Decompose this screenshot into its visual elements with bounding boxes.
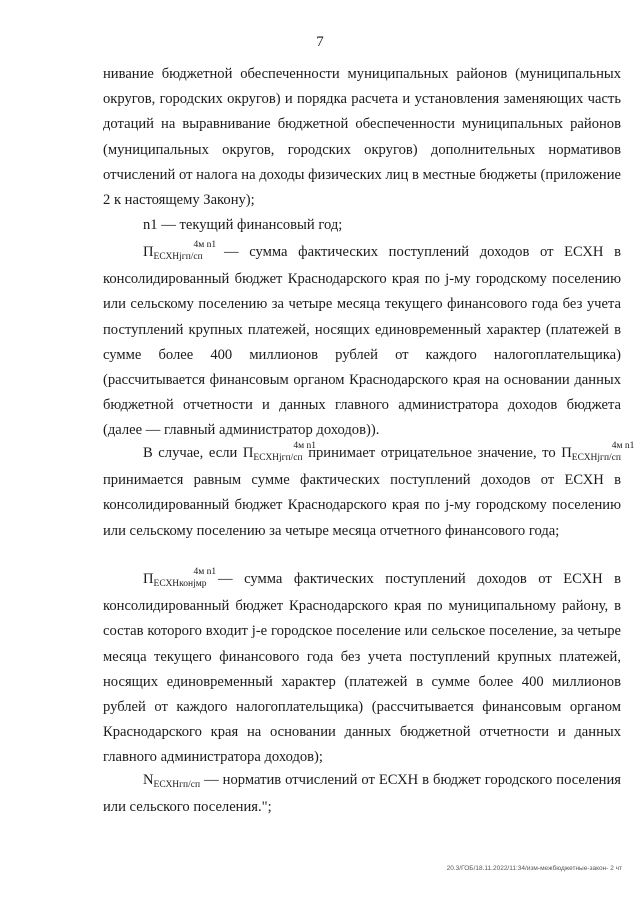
formula-symbol-gp: П 4м $n1_{ЕСХНjгп/сп}$	[143, 240, 217, 262]
formula-symbol-gp-inline: П 4м $n1_{ЕСХНjгп/сп}$	[242, 441, 317, 463]
symbol-pi: П	[561, 445, 572, 461]
case-text-start: В случае, если	[143, 445, 238, 461]
symbol-subscript: ЕСХНjгп/сп	[571, 453, 621, 463]
paragraph-norm-definition	[103, 768, 621, 820]
symbol-pi: П	[143, 244, 154, 260]
paragraph-mr-income-definition	[103, 567, 621, 771]
symbol-subscript: ЕСХНjгп/сп	[253, 453, 303, 463]
formula-symbol-gp-inline-2: П 4м $n1_{ЕСХНjгп/сп}$	[561, 441, 635, 463]
symbol-pi: П	[242, 445, 254, 461]
formula-symbol-norm	[143, 772, 200, 788]
symbol-pi: П	[143, 571, 154, 587]
document-footer-code: 20.3/ГОБ/18.11.2022/11:34/изм-межбюджетные-закон- 2 чт	[446, 865, 622, 872]
definition-text: — сумма фактических поступлений доходов от ЕСХН в консолидированный бюджет Краснодарского края по j-му городскому поселению или сельскому поселению за четыре месяца текущего финансового года без учета поступлений крупных платежей, носящих единовременный характер (платежей в сумме более 400 миллионов рублей от каждого налогоплательщика) (рассчитывается финансовым органом Краснодарского края на основании данных бюджетной отчетности и данных главного администратора доходов бюджета (далее — главный администратор доходов)).	[103, 244, 622, 439]
symbol-subscript: ЕСХНконjмр	[153, 579, 207, 589]
definition-text: — норматив отчислений от ЕСХН в бюджет городского поселения или сельского поселения.";	[103, 772, 621, 816]
case-text-middle: принимает отрицательное значение, то	[308, 445, 556, 461]
paragraph-formula-context: нивание бюджетной обеспеченности муниципальных районов (муниципальных округов, городских округов) и порядка расчета и установления заменяющих часть дотаций на выравнивание бюджетной обеспеченности муниципальных районов (муниципальных округов, городских округов) дополнительных нормативов отчислений от налога на доходы физических лиц в местные бюджеты (приложение 2 к настоящему Закону);	[103, 66, 621, 209]
page-number: 7	[316, 34, 324, 50]
symbol-n: N	[143, 772, 154, 788]
case-text-end: принимается равным сумме фактических поступлений доходов от ЕСХН в консолидированный бюджет Краснодарского края по j-му городскому поселению или сельскому поселению за четыре месяца отчетного финансового года;	[103, 472, 621, 539]
paragraph-negative-value-case	[103, 441, 635, 544]
paragraph-gp-income-definition	[103, 240, 621, 444]
definition-text: — сумма фактических поступлений доходов от ЕСХН в консолидированный бюджет Краснодарского края по муниципальному району, в состав которого входит j-е городское поселение или сельское поселение, за четыре месяца текущего финансового года без учета поступлений крупных платежей, носящих единовременный характер (платежей в сумме более 400 миллионов рублей от каждого налогоплательщика) (рассчитывается финансовым органом Краснодарского края на основании данных бюджетной отчетности и данных главного администратора доходов);	[103, 571, 622, 766]
formula-symbol-mr: П 4м $n1_{ЕСХНконjмр}$	[143, 567, 217, 589]
paragraph-n1-definition: n1 — текущий финансовый год;	[143, 217, 343, 233]
symbol-subscript: ЕСХНгп/сп	[153, 780, 201, 790]
symbol-subscript: ЕСХНjгп/сп	[153, 252, 203, 262]
